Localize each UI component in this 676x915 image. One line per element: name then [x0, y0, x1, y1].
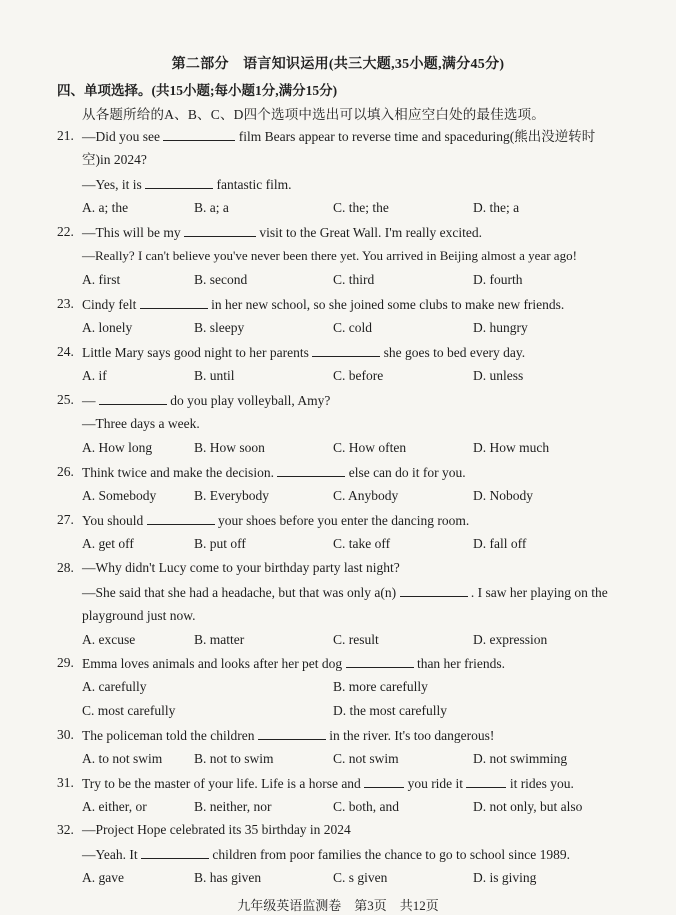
option-d[interactable]: D. How much [473, 440, 550, 455]
option-d[interactable]: D. unless [473, 368, 524, 383]
text-segment: —Did you see [82, 129, 160, 144]
question-text [82, 655, 505, 672]
text-segment: in her new school, so she joined some clubs to make new friends. [211, 297, 565, 312]
answer-blank [184, 224, 256, 237]
answer-blank [147, 512, 215, 525]
question-number: 24. [57, 344, 74, 359]
question-number: 29. [57, 655, 74, 670]
answer-blank [141, 846, 209, 859]
option-d[interactable]: D. the most carefully [333, 703, 447, 718]
option-b[interactable]: B. neither, nor [194, 799, 272, 814]
question-text [82, 344, 525, 361]
instruction-text: 从各题所给的A、B、C、D四个选项中选出可以填入相应空白处的最佳选项。 [82, 107, 546, 122]
text-segment: —This will be my [82, 225, 181, 240]
text-segment: Try to be the master of your life. Life is a horse and [82, 776, 361, 791]
option-a[interactable]: A. excuse [82, 632, 136, 647]
option-b[interactable]: B. more carefully [333, 679, 428, 694]
page-footer: 九年级英语监测卷 第3页 共12页 [237, 898, 439, 913]
text-segment: in the river. It's too dangerous! [329, 728, 495, 743]
option-b[interactable]: B. sleepy [194, 320, 245, 335]
question-text [82, 512, 469, 529]
question-text [82, 464, 466, 481]
text-segment: Little Mary says good night to her parents [82, 345, 309, 360]
answer-blank [140, 296, 208, 309]
option-d[interactable]: D. is giving [473, 870, 537, 885]
question-number: 26. [57, 464, 74, 479]
question-number: 30. [57, 727, 74, 742]
answer-blank [364, 775, 404, 788]
question-text: —Why didn't Lucy come to your birthday party last night? [82, 560, 400, 575]
question-number: 27. [57, 512, 74, 527]
text-segment: do you play volleyball, Amy? [170, 393, 331, 408]
answer-blank [400, 584, 468, 597]
option-a[interactable]: A. if [82, 368, 107, 383]
option-d[interactable]: D. fourth [473, 272, 523, 287]
option-b[interactable]: B. Everybody [194, 488, 269, 503]
option-b[interactable]: B. not to swim [194, 751, 274, 766]
option-a[interactable]: A. gave [82, 870, 124, 885]
text-segment: you ride it [407, 776, 464, 791]
text-segment: — [82, 393, 96, 408]
option-a[interactable]: A. to not swim [82, 751, 163, 766]
question-text: playground just now. [82, 608, 196, 623]
text-segment: children from poor families the chance to go to school since 1989. [212, 847, 571, 862]
text-segment: Cindy felt [82, 297, 137, 312]
text-segment: The policeman told the children [82, 728, 255, 743]
text-segment: she goes to bed every day. [383, 345, 526, 360]
text-segment: —She said that she had a headache, but that was only a(n) [82, 585, 397, 600]
option-c[interactable]: C. before [333, 368, 384, 383]
option-c[interactable]: C. take off [333, 536, 391, 551]
question-number: 22. [57, 224, 74, 239]
option-c[interactable]: C. both, and [333, 799, 399, 814]
option-d[interactable]: D. expression [473, 632, 548, 647]
option-a[interactable]: A. first [82, 272, 121, 287]
option-b[interactable]: B. until [194, 368, 235, 383]
option-a[interactable]: A. carefully [82, 679, 147, 694]
text-segment: your shoes before you enter the dancing room. [218, 513, 470, 528]
question-number: 23. [57, 296, 74, 311]
answer-blank [466, 775, 506, 788]
question-text: —Really? I can't believe you've never been there yet. You arrived in Beijing almost a year ago! [82, 248, 577, 263]
question-text [82, 846, 570, 863]
question-text [82, 128, 595, 145]
text-segment: You should [82, 513, 144, 528]
option-d[interactable]: D. not only, but also [473, 799, 583, 814]
text-segment: film Bears appear to reverse time and spaceduring(熊出没逆转时 [238, 129, 596, 144]
option-a[interactable]: A. How long [82, 440, 153, 455]
option-b[interactable]: B. put off [194, 536, 246, 551]
text-segment: —Yeah. It [82, 847, 138, 862]
text-segment: else can do it for you. [348, 465, 466, 480]
option-b[interactable]: B. How soon [194, 440, 265, 455]
text-segment: visit to the Great Wall. I'm really excited. [259, 225, 483, 240]
question-text [82, 584, 608, 601]
option-a[interactable]: A. a; the [82, 200, 129, 215]
answer-blank [145, 176, 213, 189]
option-d[interactable]: D. fall off [473, 536, 527, 551]
option-c[interactable]: C. result [333, 632, 379, 647]
question-number: 28. [57, 560, 74, 575]
option-d[interactable]: D. the; a [473, 200, 520, 215]
answer-blank [346, 655, 414, 668]
question-text [82, 176, 292, 193]
option-d[interactable]: D. not swimming [473, 751, 568, 766]
option-c[interactable]: C. most carefully [82, 703, 176, 718]
question-number: 21. [57, 128, 74, 143]
text-segment: . I saw her playing on the [470, 585, 608, 600]
option-a[interactable]: A. lonely [82, 320, 133, 335]
option-b[interactable]: B. has given [194, 870, 262, 885]
option-c[interactable]: C. How often [333, 440, 407, 455]
text-segment: fantastic film. [216, 177, 292, 192]
section-heading: 四、单项选择。(共15小题;每小题1分,满分15分) [57, 83, 338, 98]
question-text: —Three days a week. [82, 416, 200, 431]
question-text [82, 224, 482, 241]
question-text: —Project Hope celebrated its 35 birthday in 2024 [82, 822, 351, 837]
text-segment: —Yes, it is [82, 177, 142, 192]
text-segment: Think twice and make the decision. [82, 465, 274, 480]
text-segment: it rides you. [509, 776, 574, 791]
question-number: 32. [57, 822, 74, 837]
option-d[interactable]: D. hungry [473, 320, 528, 335]
answer-blank [277, 464, 345, 477]
part-title: 第二部分 语言知识运用(共三大题,35小题,满分45分) [171, 57, 505, 72]
option-c[interactable]: C. Anybody [333, 488, 399, 503]
option-a[interactable]: A. Somebody [82, 488, 157, 503]
answer-blank [99, 392, 167, 405]
question-text [82, 392, 330, 409]
option-a[interactable]: A. get off [82, 536, 134, 551]
question-text [82, 296, 564, 313]
option-d[interactable]: D. Nobody [473, 488, 533, 503]
option-b[interactable]: B. second [194, 272, 248, 287]
option-c[interactable]: C. s given [333, 870, 388, 885]
question-number: 25. [57, 392, 74, 407]
answer-blank [312, 344, 380, 357]
question-text [82, 775, 574, 792]
text-segment: than her friends. [416, 656, 506, 671]
option-c[interactable]: C. third [333, 272, 375, 287]
answer-blank [258, 727, 326, 740]
option-c[interactable]: C. the; the [333, 200, 389, 215]
answer-blank [163, 128, 235, 141]
question-text: 空)in 2024? [82, 152, 147, 167]
option-b[interactable]: B. a; a [194, 200, 229, 215]
question-text [82, 727, 494, 744]
text-segment: Emma loves animals and looks after her pet dog [82, 656, 343, 671]
question-number: 31. [57, 775, 74, 790]
option-b[interactable]: B. matter [194, 632, 245, 647]
option-c[interactable]: C. cold [333, 320, 372, 335]
option-c[interactable]: C. not swim [333, 751, 399, 766]
option-a[interactable]: A. either, or [82, 799, 147, 814]
